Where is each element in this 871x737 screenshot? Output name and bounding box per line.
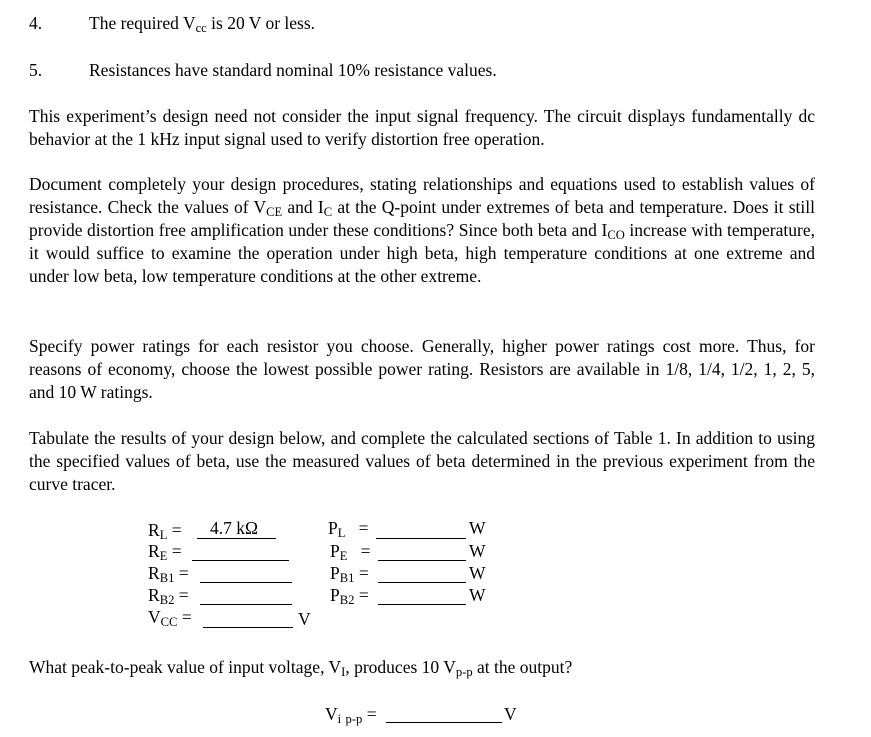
- list-item-4: The required $V_{cc}$ is 20 V or less.: [89, 13, 316, 36]
- paragraph-frequency: This experiment’s design need not consider the input signal frequency. The circuit displays fundamentally dc behavior at the 1 kHz input signal used to verify distortion free operation.: [29, 106, 815, 149]
- pe-unit: W: [469, 541, 486, 561]
- paragraph-power-ratings: Specify power ratings for each resistor you choose. Generally, higher power ratings cost more. Thus, for reasons of economy, choose the lowest possible power rating. Resistors are available in 1/8, 1/4, 1/2, 1, 2, 5, and 10 W ratings.: [29, 336, 815, 402]
- re-label: $R_E$ =: [148, 541, 182, 564]
- list-number-5: 5.: [29, 60, 43, 80]
- pb1-field[interactable]: [378, 582, 466, 583]
- pl-unit: W: [469, 518, 486, 538]
- rl-field[interactable]: [197, 538, 276, 539]
- rl-label: $R_L$ =: [148, 520, 182, 543]
- pb2-field[interactable]: [378, 604, 466, 605]
- paragraph-design-procedures: Document completely your design procedures, stating relationships and equations used to establish values of resistance. Check the values of $V_{CE}$ and $I_C$ at the Q-point under extremes of beta and temperature. Does it still provide distortion free amplification under these conditions? Since both beta and $I_{CO}$ increase with temperature, it would suffice to examine the operation under high beta, high temperature conditions at one extreme and under low beta, low temperature conditions at the other extreme.: [29, 174, 815, 286]
- rb1-label: $R_{B1}$ =: [148, 563, 189, 586]
- vipp-field[interactable]: [386, 722, 502, 723]
- pl-field[interactable]: [376, 538, 466, 539]
- pe-field[interactable]: [378, 560, 466, 561]
- rb1-field[interactable]: [200, 582, 292, 583]
- rb2-field[interactable]: [200, 604, 292, 605]
- vcc-label: $V_{CC}$ =: [148, 607, 192, 630]
- pb1-unit: W: [469, 563, 486, 583]
- vcc-field[interactable]: [203, 627, 293, 628]
- rb2-label: $R_{B2}$ =: [148, 585, 189, 608]
- paragraph-tabulate: Tabulate the results of your design below, and complete the calculated sections of Table 1. In addition to using the specified values of beta, use the measured values of beta determined in the previous experiment from the curve tracer.: [29, 428, 815, 494]
- pl-label: $P_L$ =: [328, 518, 369, 541]
- re-field[interactable]: [192, 560, 289, 561]
- list-item-5: Resistances have standard nominal 10% resistance values.: [89, 60, 497, 80]
- pe-label: $P_E$ =: [330, 541, 371, 564]
- vcc-unit: V: [298, 609, 311, 629]
- list-number-4: 4.: [29, 13, 43, 33]
- pb1-label: $P_{B1}$ =: [330, 563, 369, 586]
- question-vipp: What peak-to-peak value of input voltage, $V_I$, produces 10 $V_{p-p}$ at the output?: [29, 657, 573, 680]
- rl-value: 4.7 kΩ: [210, 518, 259, 538]
- pb2-label: $P_{B2}$ =: [330, 585, 369, 608]
- pb2-unit: W: [469, 585, 486, 605]
- vipp-unit: V: [504, 704, 517, 724]
- vipp-label: $V_i$ $_{p-p}$ =: [325, 704, 377, 727]
